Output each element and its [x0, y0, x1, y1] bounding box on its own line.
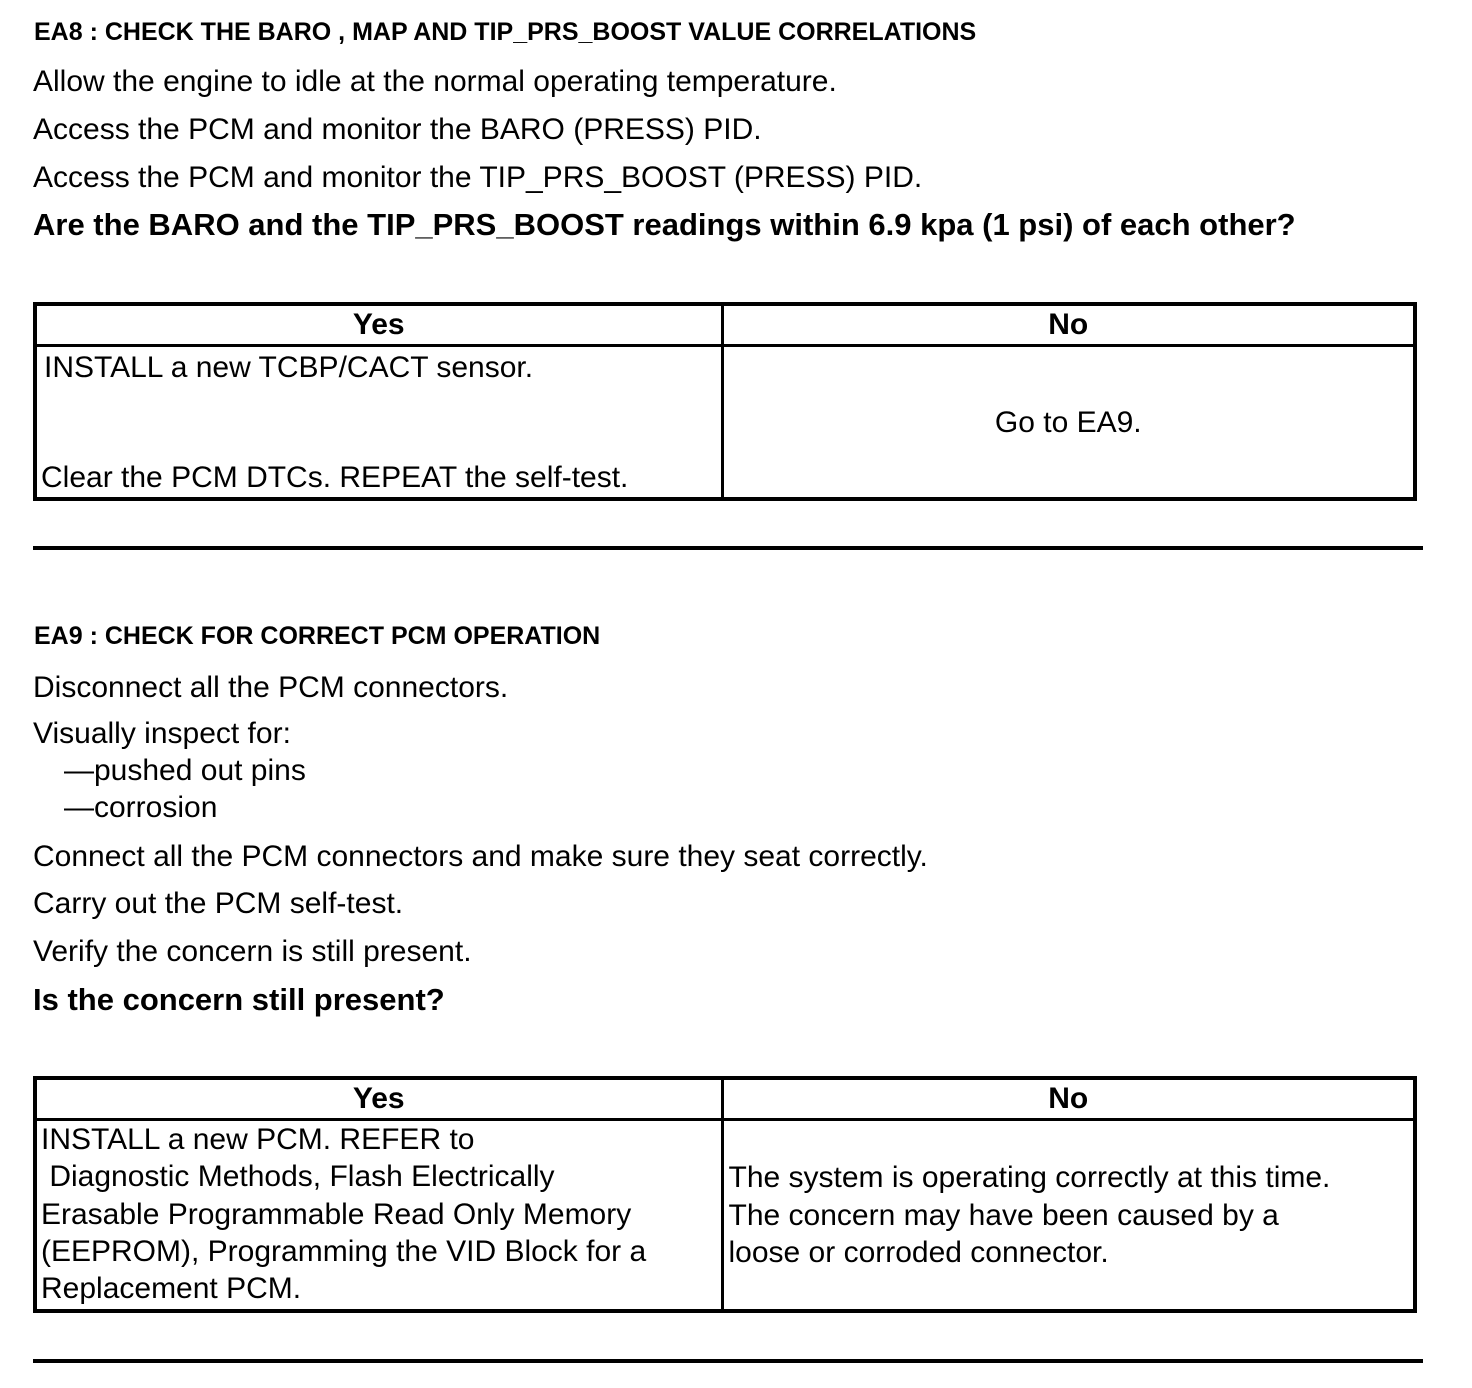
ea9-yes-line-5: Replacement PCM.: [41, 1272, 302, 1305]
ea8-yes-cell: [35, 346, 722, 500]
ea9-yes-cell: [35, 1120, 722, 1312]
ea9-step-2a: —pushed out pins: [64, 754, 306, 787]
ea8-heading: EA8 : CHECK THE BARO , MAP AND TIP_PRS_BOOST VALUE CORRELATIONS: [34, 18, 977, 46]
ea9-no-line-3: loose or corroded connector.: [728, 1236, 1109, 1269]
ea9-yes-line-4: (EEPROM), Programming the VID Block for a: [41, 1235, 647, 1268]
ea8-no-text: Go to EA9.: [994, 405, 1142, 439]
ea9-no-header: No: [722, 1078, 1415, 1120]
ea9-step-2b: —corrosion: [64, 791, 218, 824]
ea9-step-5: Verify the concern is still present.: [33, 935, 472, 968]
ea9-step-4: Carry out the PCM self-test.: [33, 887, 404, 920]
ea9-yes-line-1: INSTALL a new PCM. REFER to: [41, 1123, 475, 1156]
ea8-step-1: Allow the engine to idle at the normal operating temperature.: [33, 65, 837, 98]
ea8-yes-line-2: Clear the PCM DTCs. REPEAT the self-test.: [41, 461, 629, 494]
ea8-yes-line-1: INSTALL a new TCBP/CACT sensor.: [44, 351, 534, 384]
ea9-question: Is the concern still present?: [33, 982, 445, 1017]
ea9-yes-line-3: Erasable Programmable Read Only Memory: [41, 1198, 632, 1231]
ea9-heading: EA9 : CHECK FOR CORRECT PCM OPERATION: [34, 622, 601, 650]
ea9-no-cell: [722, 1120, 1415, 1312]
ea9-step-2: Visually inspect for:: [33, 717, 291, 750]
ea9-yes-header: Yes: [35, 1078, 722, 1120]
ea8-step-3: Access the PCM and monitor the TIP_PRS_BOOST (PRESS) PID.: [33, 161, 923, 194]
ea8-no-header: No: [722, 304, 1415, 346]
ea9-no-line-2: The concern may have been caused by a: [728, 1199, 1279, 1232]
ea8-yes-header: Yes: [35, 304, 722, 346]
ea8-no-cell: [722, 346, 1415, 500]
ea9-divider: [33, 1359, 1423, 1363]
ea8-question: Are the BARO and the TIP_PRS_BOOST readings within 6.9 kpa (1 psi) of each other?: [33, 207, 1296, 242]
ea9-step-1: Disconnect all the PCM connectors.: [33, 671, 509, 704]
ea9-result-table: [33, 1076, 1417, 1313]
ea8-divider: [33, 546, 1423, 550]
ea9-no-line-1: The system is operating correctly at this time.: [728, 1161, 1331, 1194]
ea8-step-2: Access the PCM and monitor the BARO (PRESS) PID.: [33, 113, 762, 146]
ea9-yes-line-2: Diagnostic Methods, Flash Electrically: [41, 1160, 555, 1193]
ea8-result-table: [33, 302, 1417, 501]
ea9-step-3: Connect all the PCM connectors and make sure they seat correctly.: [33, 840, 928, 873]
